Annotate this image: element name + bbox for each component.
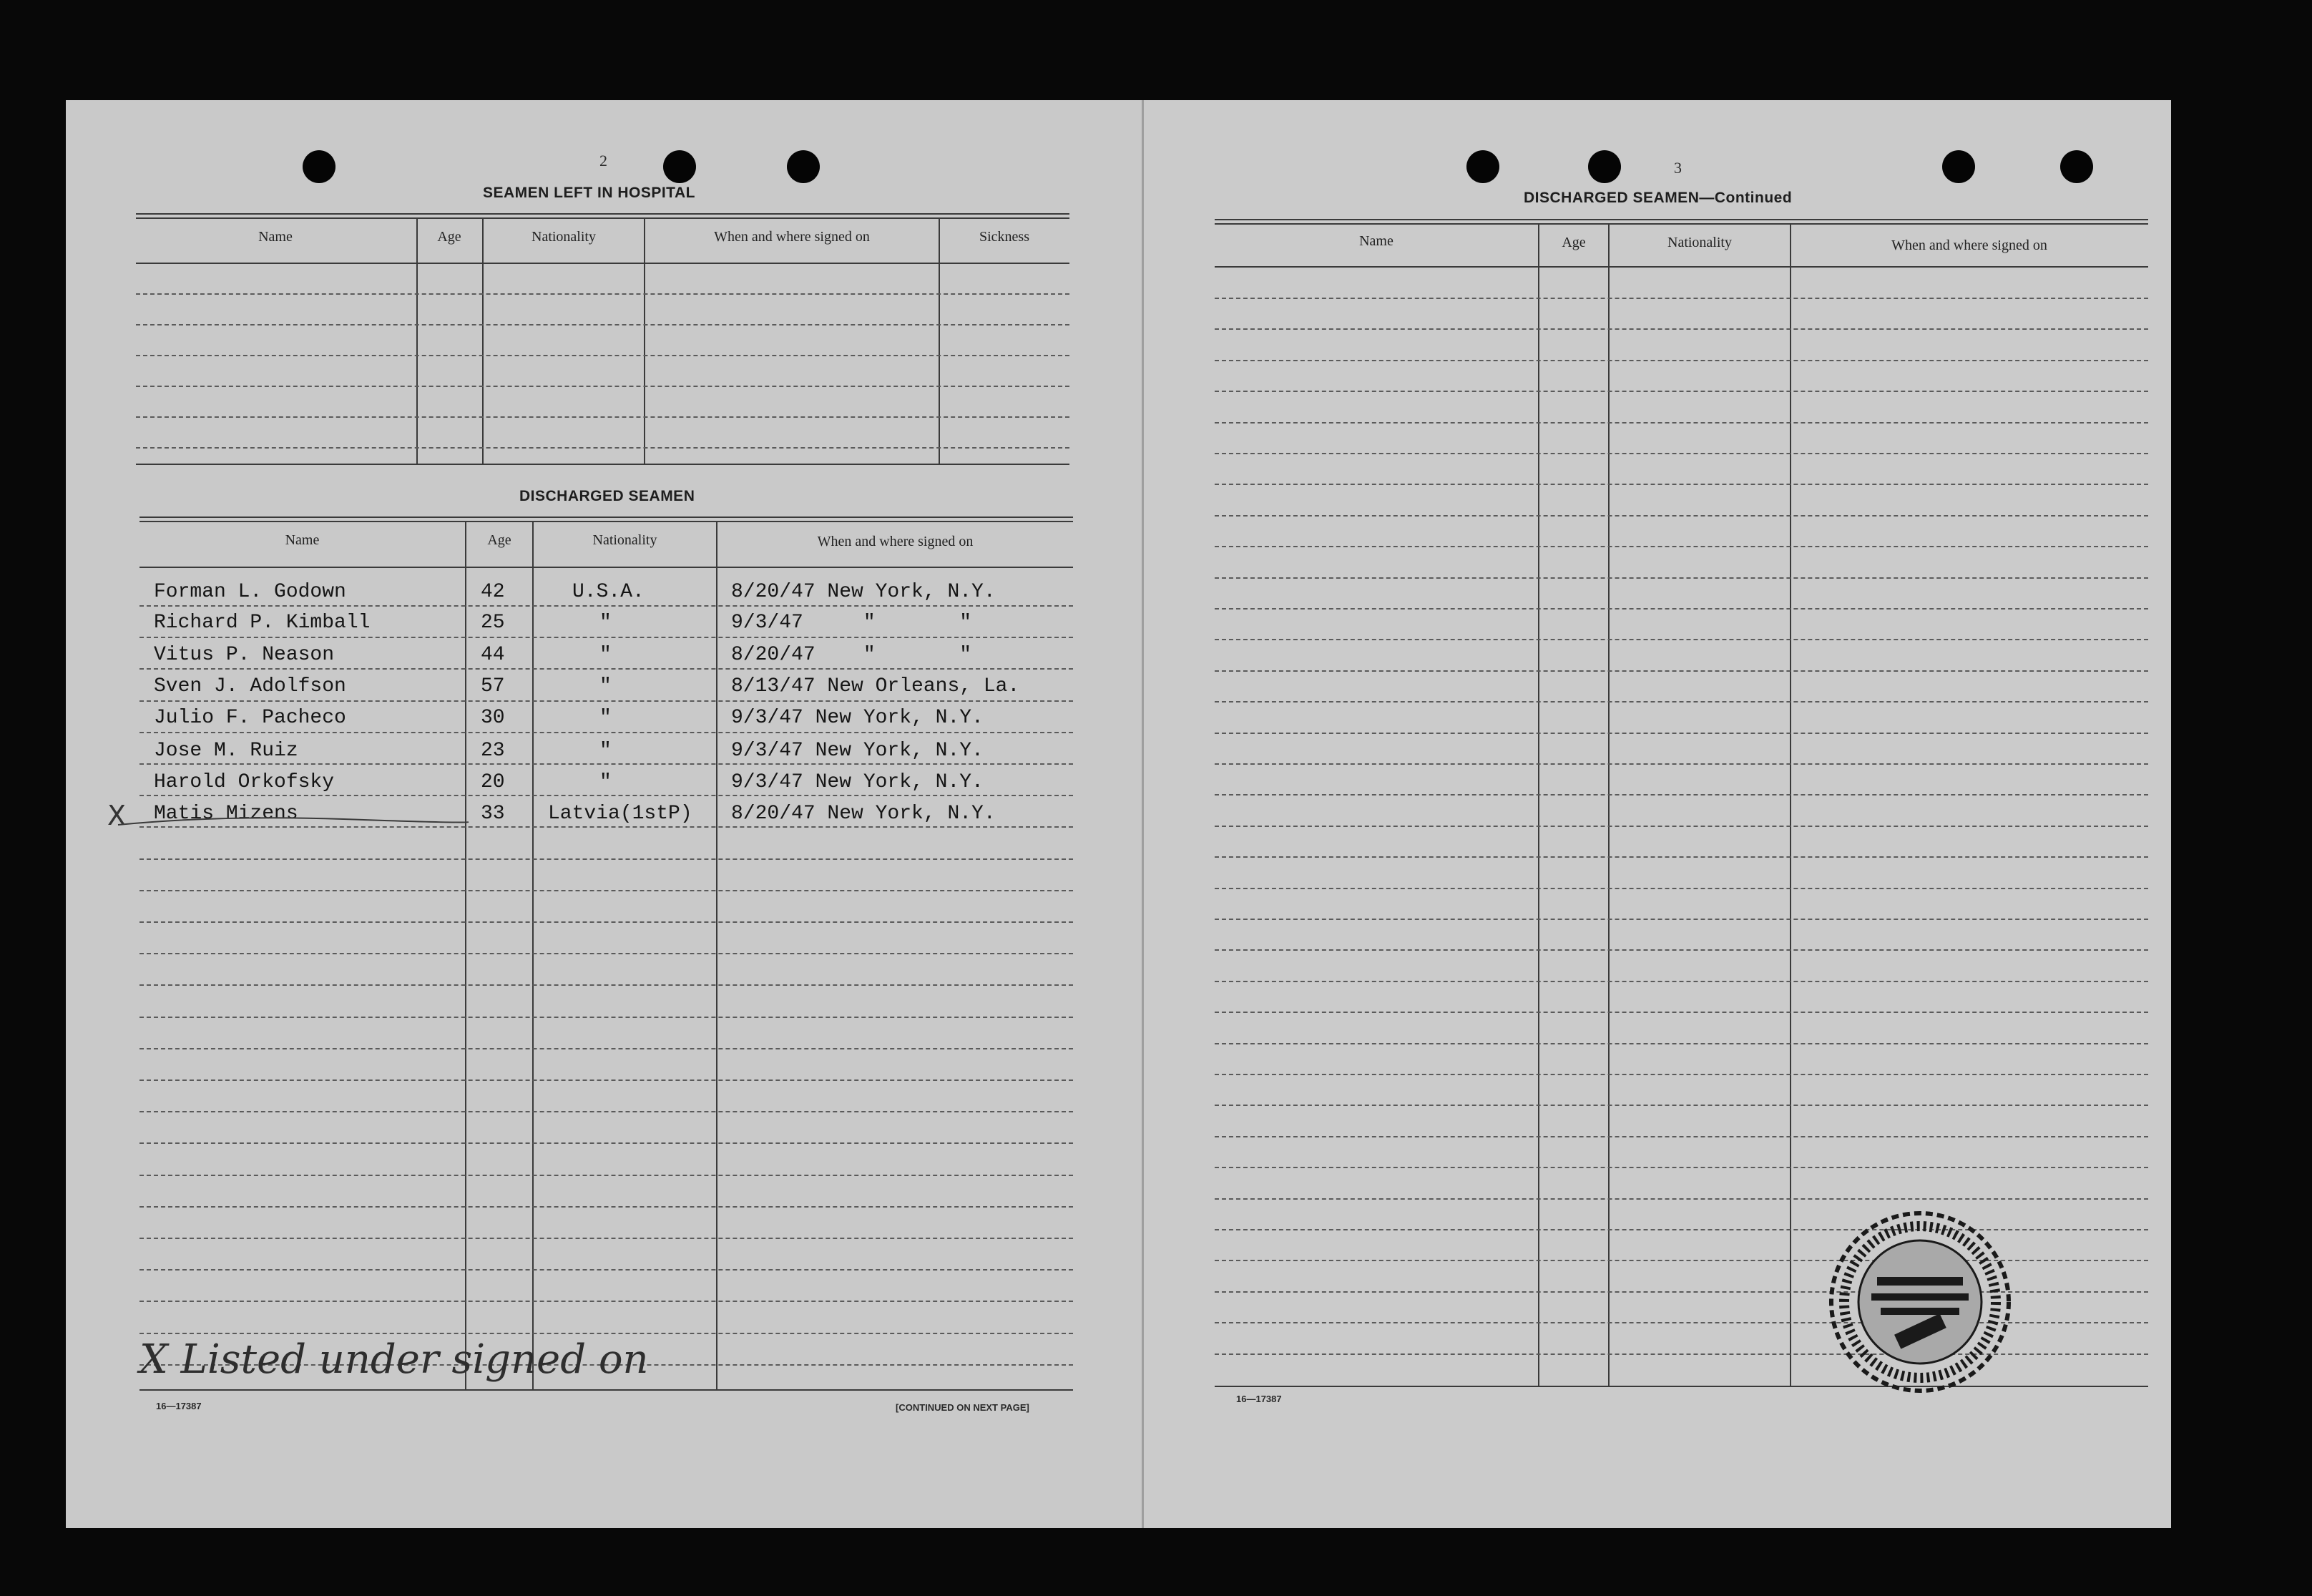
col-name: Name — [258, 229, 293, 245]
ruled-line — [136, 386, 1069, 387]
ruled-line — [1215, 1136, 2148, 1137]
seaman-name: Matis Mizens — [154, 803, 298, 825]
ruled-line — [136, 355, 1069, 356]
ruled-line — [136, 293, 1069, 295]
col-sickness: Sickness — [979, 229, 1029, 245]
continued-note: [CONTINUED ON NEXT PAGE] — [896, 1402, 1029, 1413]
ruled-line — [1215, 453, 2148, 454]
ruled-line — [139, 763, 1073, 765]
ruled-line — [1215, 360, 2148, 361]
ruled-line — [1215, 298, 2148, 299]
ruled-line — [1215, 733, 2148, 734]
col-signed-on: When and where signed on — [714, 229, 870, 245]
ruled-line — [139, 1175, 1073, 1176]
ruled-line — [139, 1238, 1073, 1239]
ruled-line — [1215, 919, 2148, 920]
punch-hole — [303, 150, 335, 183]
ruled-line — [139, 953, 1073, 954]
ruled-line — [139, 637, 1073, 638]
row-x-mark: X — [107, 800, 127, 831]
ruled-line — [1215, 484, 2148, 485]
column-divider — [416, 217, 418, 464]
seaman-signed-on: 9/3/47 New York, N.Y. — [731, 740, 984, 762]
form-number: 16—17387 — [156, 1401, 202, 1411]
ruled-line — [1215, 639, 2148, 640]
ruled-line — [1215, 981, 2148, 982]
ruled-line — [139, 890, 1073, 891]
col-nationality: Nationality — [532, 229, 596, 245]
ruled-line — [139, 1079, 1073, 1081]
seaman-nationality: " — [599, 612, 612, 634]
col-signed-on: When and where signed on — [1891, 238, 2047, 253]
seaman-nationality: " — [599, 771, 612, 793]
table-rule — [136, 217, 1069, 219]
seaman-name: Julio F. Pacheco — [154, 707, 346, 729]
seaman-signed-on: 9/3/47 New York, N.Y. — [731, 771, 984, 793]
seaman-nationality: " — [599, 740, 612, 762]
seaman-nationality: " — [599, 675, 612, 697]
ruled-line — [139, 1301, 1073, 1302]
column-divider — [1538, 223, 1539, 1386]
ruled-line — [136, 416, 1069, 418]
table-rule — [1215, 266, 2148, 268]
ruled-line — [139, 795, 1073, 796]
seaman-age: 33 — [481, 803, 505, 825]
page-fold — [1142, 100, 1144, 1528]
seaman-signed-on: 8/20/47 " " — [731, 644, 972, 666]
right-page — [1142, 100, 2171, 1528]
punch-hole — [1942, 150, 1975, 183]
col-nationality: Nationality — [1667, 235, 1732, 250]
strike-line — [114, 812, 472, 833]
seaman-name: Forman L. Godown — [154, 581, 346, 603]
ruled-line — [139, 1111, 1073, 1112]
ruled-line — [139, 732, 1073, 733]
ruled-line — [1215, 577, 2148, 579]
ruled-line — [1215, 826, 2148, 827]
ruled-line — [1215, 1043, 2148, 1044]
ruled-line — [1215, 949, 2148, 951]
ruled-line — [136, 447, 1069, 449]
punch-hole — [787, 150, 820, 183]
ruled-line — [1215, 1074, 2148, 1075]
ruled-line — [1215, 328, 2148, 330]
table-rule — [139, 517, 1073, 518]
inspection-stamp — [1827, 1209, 2013, 1395]
ruled-line — [139, 984, 1073, 986]
seaman-age: 23 — [481, 740, 505, 762]
table-rule — [136, 263, 1069, 264]
ruled-line — [1215, 763, 2148, 765]
form-number: 16—17387 — [1236, 1394, 1282, 1404]
ruled-line — [1215, 1105, 2148, 1106]
discharged-continued-title: DISCHARGED SEAMEN—Continued — [1524, 190, 1793, 206]
seaman-signed-on: 8/13/47 New Orleans, La. — [731, 675, 1020, 697]
seaman-name: Sven J. Adolfson — [154, 675, 346, 697]
ruled-line — [1215, 701, 2148, 702]
col-age: Age — [487, 532, 511, 548]
page-number: 2 — [599, 152, 607, 170]
seaman-name: Vitus P. Neason — [154, 644, 335, 666]
seaman-name: Richard P. Kimball — [154, 612, 371, 634]
col-age: Age — [1562, 235, 1586, 250]
ruled-line — [139, 1206, 1073, 1208]
table-rule — [139, 1389, 1073, 1391]
ruled-line — [139, 1142, 1073, 1144]
col-signed-on: When and where signed on — [817, 534, 974, 549]
table-rule — [139, 567, 1073, 568]
punch-hole — [1466, 150, 1499, 183]
ruled-line — [1215, 1012, 2148, 1013]
seaman-age: 42 — [481, 581, 505, 603]
ruled-line — [1215, 608, 2148, 609]
ruled-line — [1215, 794, 2148, 795]
ruled-line — [1215, 670, 2148, 672]
seaman-nationality: " — [599, 707, 612, 729]
punch-hole — [663, 150, 696, 183]
ruled-line — [1215, 391, 2148, 392]
seaman-age: 25 — [481, 612, 505, 634]
column-divider — [532, 521, 534, 1390]
seaman-age: 44 — [481, 644, 505, 666]
ruled-line — [1215, 856, 2148, 858]
seaman-age: 57 — [481, 675, 505, 697]
table-rule — [1215, 223, 2148, 225]
discharged-section-title: DISCHARGED SEAMEN — [519, 488, 695, 504]
ruled-line — [139, 1333, 1073, 1334]
ruled-line — [1215, 515, 2148, 517]
seaman-name: Harold Orkofsky — [154, 771, 335, 793]
ruled-line — [139, 1017, 1073, 1018]
ruled-line — [139, 668, 1073, 670]
seaman-name: Jose M. Ruiz — [154, 740, 298, 762]
hospital-section-title: SEAMEN LEFT IN HOSPITAL — [483, 185, 695, 201]
ruled-line — [1215, 1167, 2148, 1168]
ruled-line — [1215, 888, 2148, 889]
ruled-line — [139, 921, 1073, 923]
seaman-signed-on: 9/3/47 New York, N.Y. — [731, 707, 984, 729]
seaman-age: 30 — [481, 707, 505, 729]
column-divider — [1790, 223, 1791, 1386]
seaman-signed-on: 8/20/47 New York, N.Y. — [731, 803, 996, 825]
column-divider — [465, 521, 466, 1390]
col-name: Name — [285, 532, 320, 548]
column-divider — [716, 521, 717, 1390]
seaman-age: 20 — [481, 771, 505, 793]
page-number: 3 — [1674, 159, 1682, 177]
seaman-signed-on: 9/3/47 " " — [731, 612, 972, 634]
ruled-line — [139, 1048, 1073, 1049]
table-rule — [136, 464, 1069, 465]
col-name: Name — [1359, 233, 1393, 249]
seaman-signed-on: 8/20/47 New York, N.Y. — [731, 581, 996, 603]
ruled-line — [139, 700, 1073, 702]
col-nationality: Nationality — [592, 532, 657, 548]
handwritten-note: X Listed under signed on — [139, 1336, 649, 1383]
column-divider — [939, 217, 940, 464]
ruled-line — [1215, 1198, 2148, 1200]
seaman-nationality: Latvia(1stP) — [548, 803, 692, 825]
ruled-line — [1215, 422, 2148, 424]
ruled-line — [136, 324, 1069, 325]
ruled-line — [139, 605, 1073, 607]
table-rule — [1215, 219, 2148, 220]
ruled-line — [1215, 546, 2148, 547]
punch-hole — [2060, 150, 2093, 183]
table-rule — [136, 213, 1069, 215]
ruled-line — [139, 1269, 1073, 1271]
column-divider — [482, 217, 484, 464]
column-divider — [644, 217, 645, 464]
seaman-nationality: U.S.A. — [572, 581, 645, 603]
column-divider — [1608, 223, 1610, 1386]
punch-hole — [1588, 150, 1621, 183]
table-rule — [139, 521, 1073, 522]
seaman-nationality: " — [599, 644, 612, 666]
col-age: Age — [437, 229, 461, 245]
ruled-line — [139, 858, 1073, 860]
